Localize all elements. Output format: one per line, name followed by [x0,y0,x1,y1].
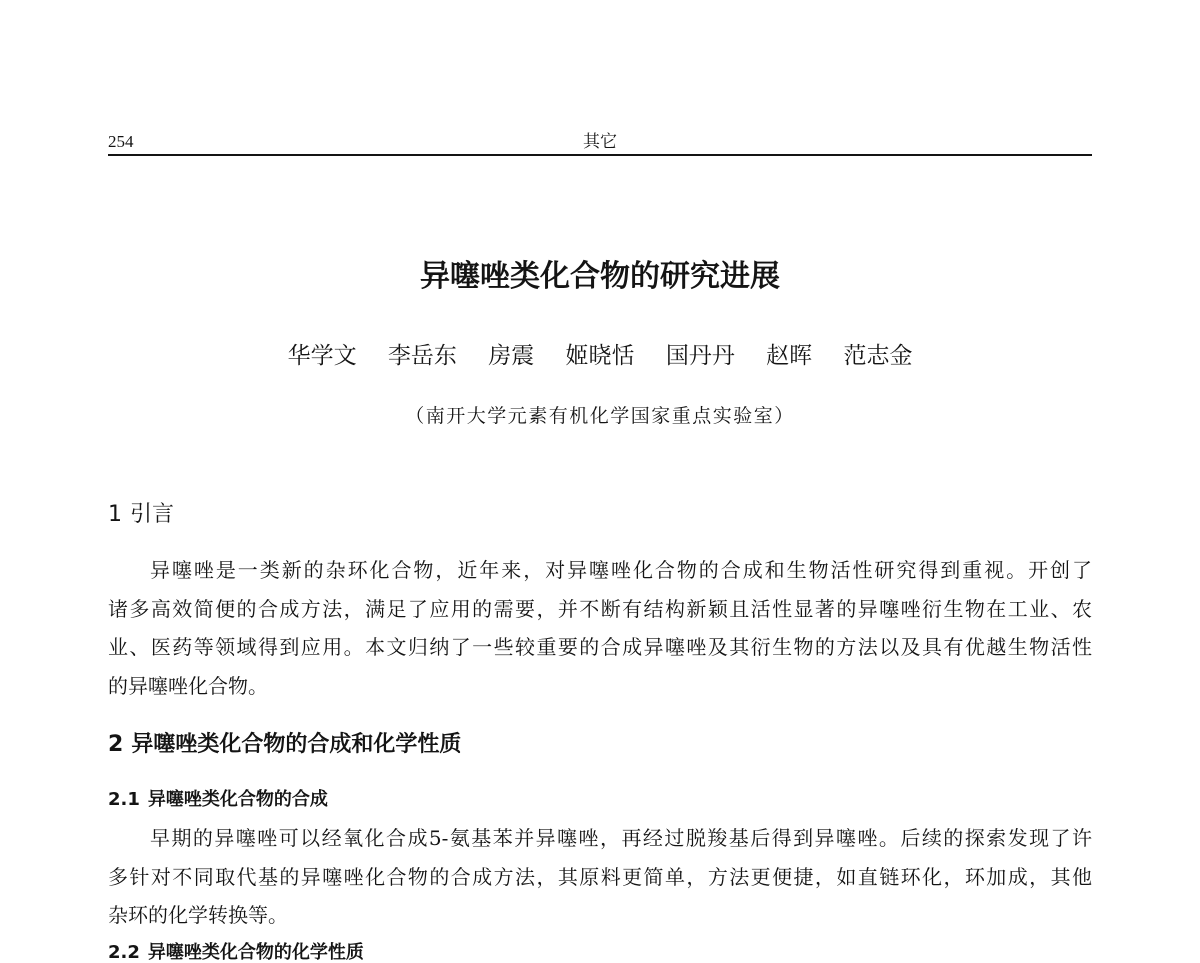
author-list [0,341,1200,371]
subsection-title: 异噻唑类化合物的合成 [147,789,328,810]
affiliation: （南开大学元素有机化学国家重点实验室） [405,405,795,427]
section-title: 异噻唑类化合物的合成和化学性质 [131,732,462,757]
running-header: 其它 [583,132,617,152]
subsection-number: 2.1 [108,789,140,810]
author: 范志金 [843,343,913,369]
paragraph-line: 早期的异噻唑可以经氧化合成5-氨基苯并异噻唑，再经过脱羧基后得到异噻唑。后续的探索发现了许 [150,826,1092,850]
subsection-number: 2.2 [108,942,140,963]
section-number: 2 [108,732,124,757]
section-heading-introduction [108,500,174,530]
header-rule [108,154,1092,156]
section-heading-synthesis [108,730,461,760]
author: 姬晓恬 [565,343,635,369]
paragraph-line: 诸多高效简便的合成方法，满足了应用的需要，并不断有结构新颖且活性显著的异噻唑衍生物在工业、农 [108,596,1092,621]
subsection-heading-properties [108,942,364,963]
author: 赵晖 [766,343,813,369]
subsection-title: 异噻唑类化合物的化学性质 [147,942,364,963]
subsection-heading-synthesis [108,787,328,813]
author: 李岳东 [387,343,457,369]
introduction-paragraph [108,551,1092,705]
author: 房震 [488,343,535,369]
paragraph-line: 的异噻唑化合物。 [108,673,268,698]
author: 华学文 [287,343,357,369]
paragraph-line: 多针对不同取代基的异噻唑化合物的合成方法，其原料更简单，方法更便捷，如直链环化，环加成，其他 [108,864,1092,889]
section-number: 1 [108,502,122,527]
paragraph-line: 杂环的化学转换等。 [108,903,288,927]
paragraph-line: 异噻唑是一类新的杂环化合物，近年来，对异噻唑化合物的合成和生物活性研究得到重视。开创了 [150,558,1092,582]
author: 国丹丹 [665,343,735,369]
page-number: 254 [108,132,134,151]
paper-title: 异噻唑类化合物的研究进展 [420,259,780,294]
synthesis-paragraph [108,819,1092,935]
paragraph-line: 业、医药等领域得到应用。本文归纳了一些较重要的合成异噻唑及其衍生物的方法以及具有优越生物活性 [108,635,1092,659]
section-title: 引言 [130,502,175,527]
